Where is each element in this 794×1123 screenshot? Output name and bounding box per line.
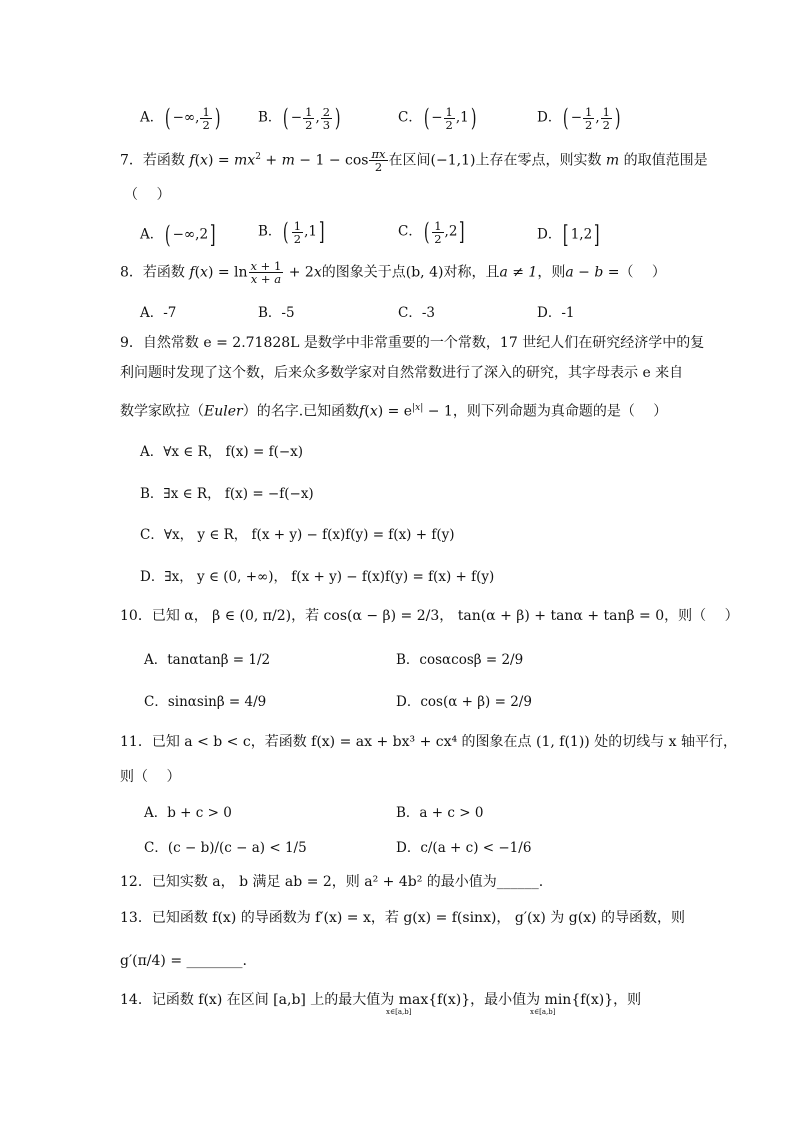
q8-option-d [537,301,574,321]
option-text: cosαcosβ = 2/9 [419,652,524,668]
interval: (−1,1) [430,152,476,169]
option-label: A． [140,109,164,126]
stem-text: 自然常数 e = 2.71828L 是数学中非常重要的一个常数，17 世纪人们在研究经济学中的复 [142,335,705,351]
question-13-stem [120,907,685,929]
option-text: -7 [163,305,177,321]
question-8-stem: 8．若函数 f(x) = ln $\frac{x + 1}{x + a}$ + 2x的图象关于点(b, 4)对称，且a ≠ 1，则a − b =（ ） [120,259,666,286]
q8-option-b [258,301,295,321]
option-text: (c − b)/(c − a) < 1/5 [167,840,307,856]
option-text: ∃x， y ∈ (0, +∞)， f(x + y) − f(x)f(y) = f(x) + f(y) [164,569,495,585]
stem-text: 已知 α， β ∈ (0, π/2)，若 cos(α − β) = 2/3， tan(α + β) + tanα + tanβ = 0，则（ ） [151,608,739,624]
q9-option-a [140,440,303,460]
question-7-stem: 7．若函数 $f(x) = mx^2 + m - 1 - \cos$ $\frac{\pi x}{2}$ 在区间(−1,1)上存在零点，则实数 m 的取值范围是 [120,147,708,175]
q7-option-c: C．( $\frac{1}{2}$ ,2] [398,218,465,246]
q9-option-c [140,523,455,543]
question-number: 9． [120,335,143,351]
stem-text: 若函数 [142,152,185,169]
stem-text: 数学家欧拉（ [120,403,204,420]
q8-option-a [140,301,176,321]
stem-text: 已知实数 a， b 满足 ab = 2，则 a² + 4b² 的最小值为______. [151,874,544,890]
question-number: 12． [120,874,152,890]
q6-option-a: A．( −∞, $\frac{1}{2}$ ) [140,104,221,132]
q7-option-d: D．[ 1,2] [537,221,600,249]
question-9-line3: 数学家欧拉（Euler）的名字.已知函数$f(x) = e^{|x|} - 1$，则下列命题为真命题的是（ ） [120,403,668,420]
option-label: C． [398,109,422,126]
q10-option-a [144,648,270,668]
stem-text: 的取值范围是 [623,152,708,169]
option-text: c/(a + c) < −1/6 [420,840,532,856]
option-label: C． [144,840,168,856]
option-label: B． [396,805,420,821]
option-text: -5 [281,305,295,321]
q11-option-a [144,801,232,821]
question-13-stem2: g′(π/4) = ________. [120,953,247,969]
stem-text: ，则下列命题为真命题的是（ ） [452,403,668,420]
stem-text: 对称，且 [443,264,500,281]
q10-option-b [396,648,523,668]
option-label: D． [537,305,562,321]
option-text: b + c > 0 [167,805,232,821]
q7-option-b: B．( $\frac{1}{2}$ ,1] [258,218,325,246]
option-label: A． [140,444,164,460]
stem-text: 上存在零点，则实数 [475,152,602,169]
question-11-stem [120,731,737,753]
option-text: -1 [561,305,575,321]
option-text: ∀x ∈ R， f(x) = f(−x) [163,444,304,460]
option-label: A． [144,805,168,821]
option-label: D． [140,569,165,585]
option-label: C． [144,694,168,710]
stem-text: 在区间 [388,152,431,169]
option-text: tanαtanβ = 1/2 [167,652,271,668]
q9-option-d [140,565,494,585]
stem-text: 已知 a < b < c，若函数 f(x) = ax + bx³ + cx⁴ 的图象在点 (1, f(1)) 处的切线与 x 轴平行， [151,734,737,750]
q11-option-d [396,836,531,856]
option-text: -3 [421,305,435,321]
option-label: B． [258,109,282,126]
question-12-stem [120,871,543,893]
question-number: 8． [120,264,143,281]
option-label: C． [398,223,422,240]
option-label: C． [398,305,422,321]
paren: （ ） [619,264,666,281]
option-label: B． [258,223,282,240]
q6-option-c: C．( − $\frac{1}{2}$ ,1) [398,104,477,132]
stem-text: 的图象关于点 [321,264,406,281]
question-number: 14． [120,992,152,1008]
question-11-stem2: 则（ ） [120,769,181,785]
option-text: cos(α + β) = 2/9 [420,694,532,710]
condition: a ≠ 1 [499,264,538,281]
option-label: D． [537,226,562,243]
min-subscript: x∈[a,b] [530,1008,556,1016]
ask: a − b = [565,264,620,281]
option-text: a + c > 0 [419,805,484,821]
stem-text: 若函数 [142,264,185,281]
stem-text: ，则 [537,264,566,281]
option-label: C． [140,527,164,543]
option-text: ∀x， y ∈ R， f(x + y) − f(x)f(y) = f(x) + f(y) [163,527,455,543]
q7-option-a: A．( −∞,2] [140,221,216,249]
question-9-line2: 利问题时发现了这个数，后来众多数学家对自然常数进行了深入的研究，其字母表示 e 来自 [120,365,684,381]
option-text: sinαsinβ = 4/9 [167,694,267,710]
stem-text: 已知函数 f(x) 的导函数为 f′(x) = x，若 g(x) = f(sinx)， g′(x) 为 g(x) 的导函数，则 [151,910,685,926]
option-label: D． [396,840,421,856]
euler: Euler [204,403,243,420]
option-label: B． [140,486,164,502]
point: (b, 4) [405,264,444,281]
q11-option-c [144,836,307,856]
option-label: A． [140,226,164,243]
q8-option-c [398,301,435,321]
stem-text: ）的名字.已知函数 [242,403,360,420]
variable: m [605,152,620,169]
q11-option-b [396,801,483,821]
question-number: 7． [120,152,143,169]
option-label: B． [258,305,282,321]
q6-option-b: B．( − $\frac{1}{2}$ , $\frac{2}{3}$ ) [258,104,341,132]
question-number: 10． [120,608,152,624]
question-number: 13． [120,910,152,926]
question-14-stem [120,989,641,1011]
q6-option-d: D．( − $\frac{1}{2}$ , $\frac{1}{2}$ ) [537,104,621,132]
question-7-paren: （ ） [124,187,171,203]
option-label: A． [140,305,164,321]
question-10-stem [120,605,739,627]
option-label: A． [144,652,168,668]
option-text: ∃x ∈ R， f(x) = −f(−x) [163,486,314,502]
option-label: D． [537,109,562,126]
q9-option-b [140,482,314,502]
option-label: B． [396,652,420,668]
option-label: D． [396,694,421,710]
q10-option-c [144,690,266,710]
q10-option-d [396,690,532,710]
question-number: 11． [120,734,152,750]
question-9-line1 [120,332,704,354]
stem-text: 记函数 f(x) 在区间 [a,b] 上的最大值为 max{f(x)}，最小值为 min{f(x)}，则 [151,992,642,1008]
max-subscript: x∈[a,b] [386,1008,412,1016]
